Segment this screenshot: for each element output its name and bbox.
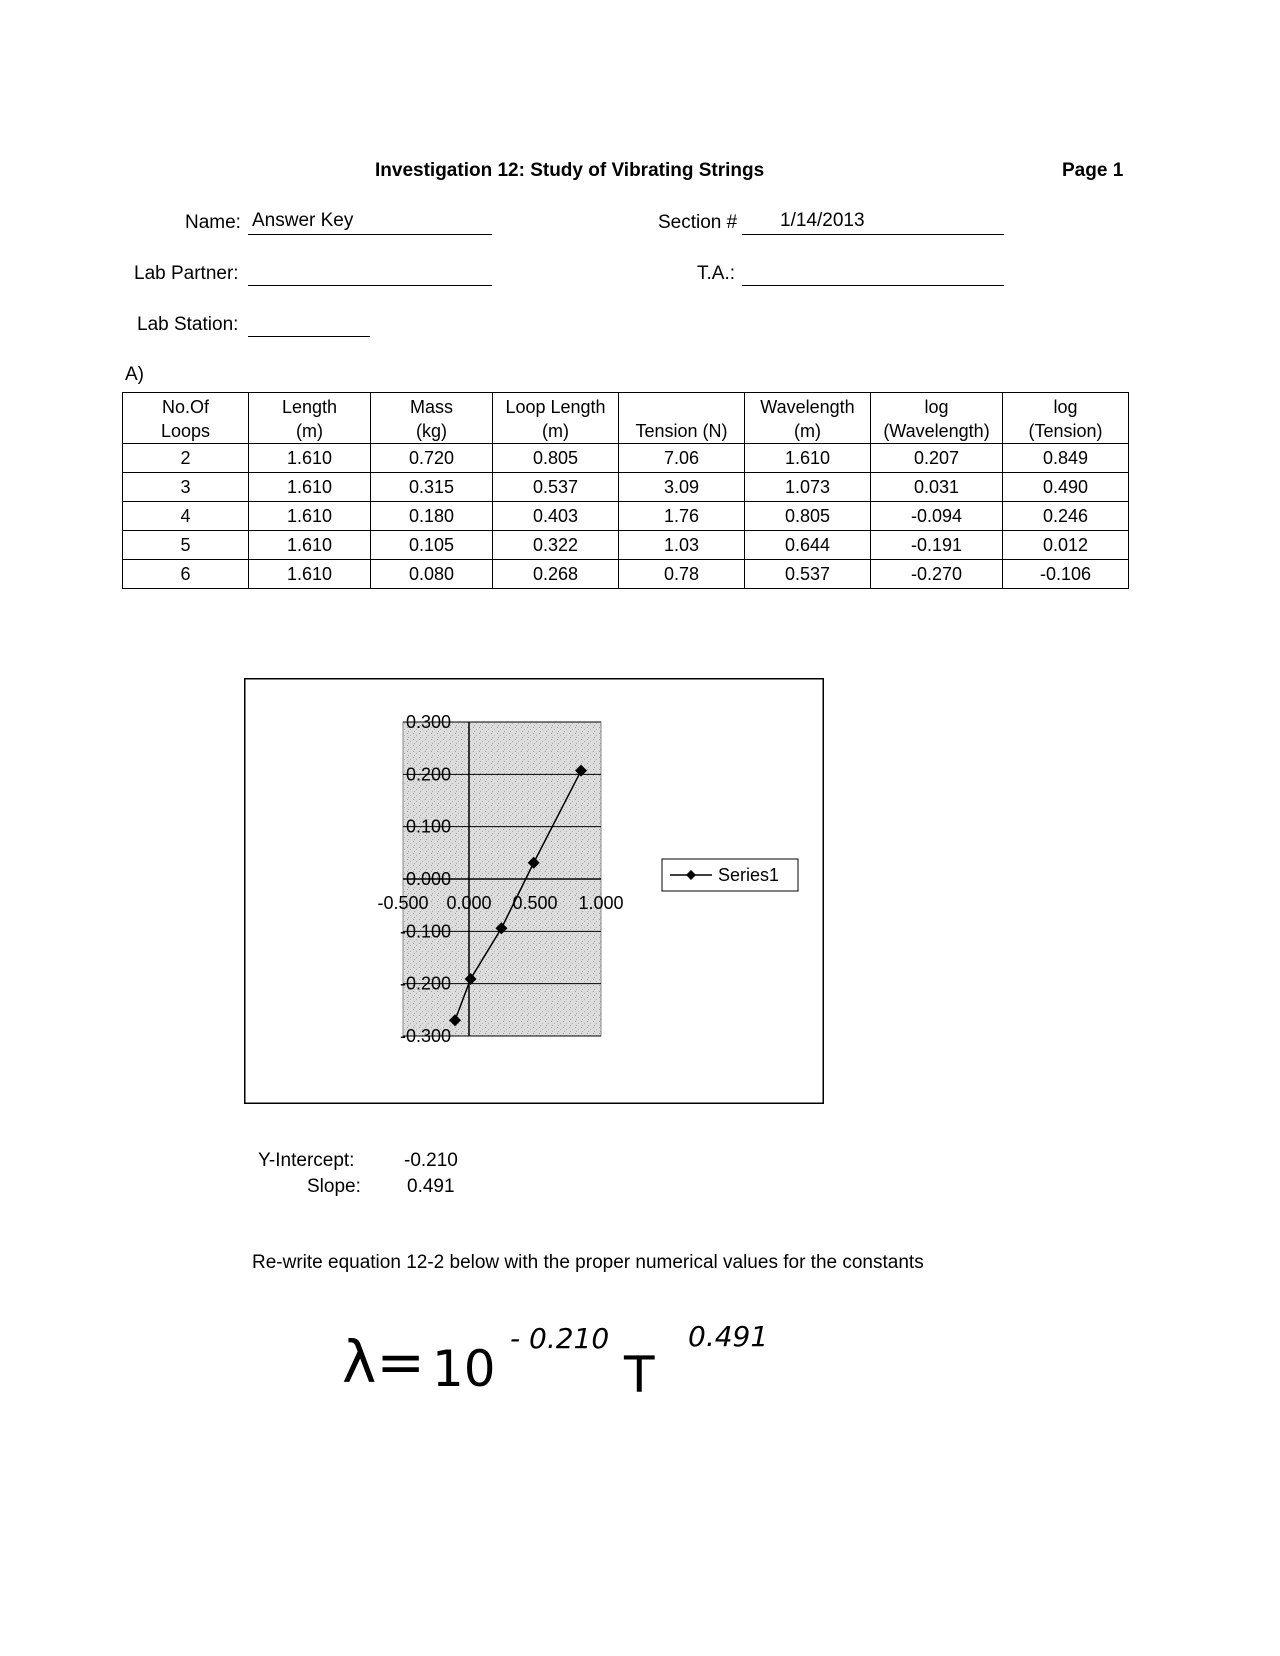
y-tick-label: 0.300: [405, 712, 451, 732]
page-number: Page 1: [1062, 160, 1124, 181]
table-cell: 0.012: [1003, 531, 1129, 560]
header-loop-length: Loop Length (m): [493, 393, 619, 444]
page-title: Investigation 12: Study of Vibrating Strings: [375, 160, 765, 181]
lab-station-field[interactable]: [248, 310, 370, 337]
slope-value: 0.491: [407, 1176, 455, 1197]
table-cell: 0.490: [1003, 473, 1129, 502]
x-tick-label: -0.500: [377, 893, 429, 913]
table-cell: 1.610: [249, 473, 371, 502]
slope-label: Slope:: [307, 1176, 361, 1197]
table-cell: 2: [123, 444, 249, 473]
header-length: Length (m): [249, 393, 371, 444]
table-row: [123, 473, 1129, 502]
table-cell: 1.610: [745, 444, 871, 473]
table-cell: 0.246: [1003, 502, 1129, 531]
intercept-label: Y-Intercept:: [258, 1150, 355, 1171]
table-cell: 0.180: [371, 502, 493, 531]
table-cell: 0.080: [371, 560, 493, 589]
table-cell: 1.76: [619, 502, 745, 531]
table-cell: 0.315: [371, 473, 493, 502]
table-cell: 0.78: [619, 560, 745, 589]
table-row: [123, 560, 1129, 589]
table-cell: 0.403: [493, 502, 619, 531]
header-wavelength: Wavelength (m): [745, 393, 871, 444]
y-tick-label: 0.100: [405, 816, 451, 837]
table-cell: 0.720: [371, 444, 493, 473]
table-cell: 0.105: [371, 531, 493, 560]
log-log-chart: [244, 678, 824, 1104]
y-tick-label: -0.200: [399, 973, 451, 994]
table-cell: 7.06: [619, 444, 745, 473]
table-cell: 0.849: [1003, 444, 1129, 473]
legend-label: Series1: [718, 865, 780, 885]
table-cell: -0.094: [871, 502, 1003, 531]
table-cell: 1.610: [249, 560, 371, 589]
section-field[interactable]: [742, 208, 1004, 235]
table-cell: 0.537: [745, 560, 871, 589]
section-value: 1/14/2013: [780, 210, 865, 231]
table-cell: 1.610: [249, 531, 371, 560]
table-cell: 0.268: [493, 560, 619, 589]
header-tension: Tension (N): [619, 393, 745, 444]
table-header-row: [123, 393, 1129, 444]
ta-label: T.A.:: [697, 263, 736, 284]
table-cell: 1.03: [619, 531, 745, 560]
data-table: [122, 392, 1129, 589]
x-tick-label: 1.000: [578, 893, 624, 913]
section-a-label: A): [125, 364, 144, 385]
y-tick-label: -0.300: [399, 1026, 451, 1046]
instruction-text: Re-write equation 12-2 below with the proper numerical values for the constants: [252, 1252, 924, 1273]
table-cell: 3.09: [619, 473, 745, 502]
x-tick-label: 0.000: [446, 893, 492, 913]
ta-field[interactable]: [742, 259, 1004, 286]
equation-base: 10: [432, 1340, 496, 1398]
table-cell: 0.644: [745, 531, 871, 560]
header-log-tension: log (Tension): [1003, 393, 1129, 444]
table-cell: 0.805: [493, 444, 619, 473]
table-cell: 0.322: [493, 531, 619, 560]
name-value: Answer Key: [252, 210, 354, 231]
table-row: [123, 502, 1129, 531]
intercept-value: -0.210: [404, 1150, 458, 1171]
table-cell: -0.270: [871, 560, 1003, 589]
chart-legend: [662, 859, 798, 891]
table-cell: 1.610: [249, 502, 371, 531]
table-cell: -0.106: [1003, 560, 1129, 589]
table-cell: 1.073: [745, 473, 871, 502]
section-label: Section #: [658, 212, 738, 233]
equation-lhs: λ=: [342, 1328, 425, 1396]
table-cell: 0.805: [745, 502, 871, 531]
table-row: [123, 531, 1129, 560]
table-row: [123, 444, 1129, 473]
table-cell: -0.191: [871, 531, 1003, 560]
equation-exponent-2: 0.491: [688, 1320, 769, 1353]
x-tick-label: 0.500: [512, 893, 558, 913]
table-cell: 0.537: [493, 473, 619, 502]
table-cell: 1.610: [249, 444, 371, 473]
table-cell: 4: [123, 502, 249, 531]
table-cell: 0.207: [871, 444, 1003, 473]
table-cell: 0.031: [871, 473, 1003, 502]
name-label: Name:: [185, 212, 241, 233]
y-tick-label: -0.100: [399, 921, 451, 942]
table-cell: 5: [123, 531, 249, 560]
equation-variable: T: [624, 1346, 655, 1404]
lab-partner-field[interactable]: [248, 259, 492, 286]
equation-exponent-1: - 0.210: [510, 1322, 610, 1355]
header-log-wavelength: log (Wavelength): [871, 393, 1003, 444]
y-tick-label: 0.000: [405, 869, 451, 889]
name-field[interactable]: [248, 208, 492, 235]
lab-partner-label: Lab Partner:: [134, 263, 239, 284]
table-cell: 6: [123, 560, 249, 589]
header-mass: Mass (kg): [371, 393, 493, 444]
lab-station-label: Lab Station:: [137, 314, 239, 335]
header-loops: No.Of Loops: [123, 393, 249, 444]
table-cell: 3: [123, 473, 249, 502]
y-tick-label: 0.200: [405, 764, 451, 785]
